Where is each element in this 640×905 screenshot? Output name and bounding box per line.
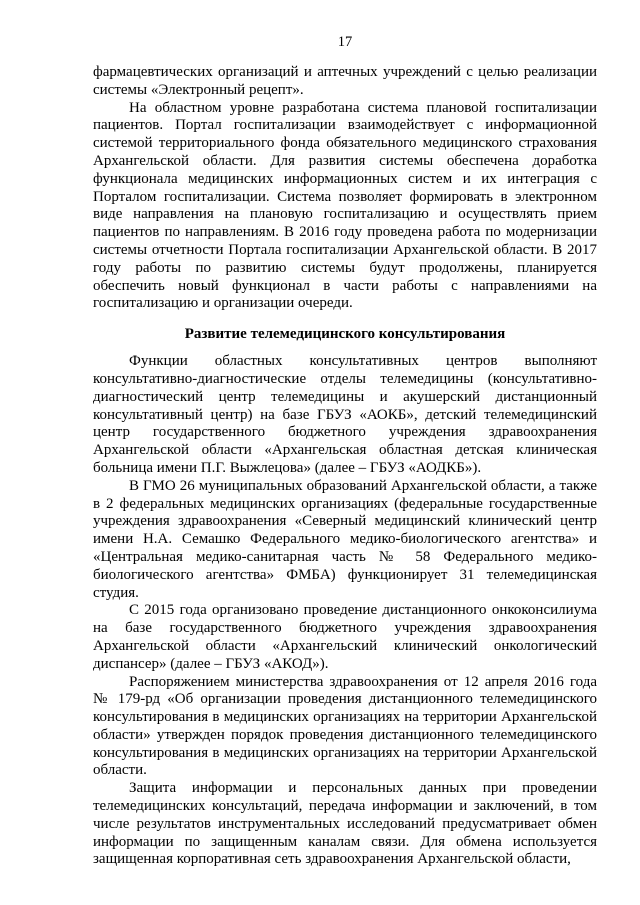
paragraph-data-protection: Защита информации и персональных данных при проведении телемедицинских консультаций, передача информации и заключений, в том числе результатов инструментальных исследований предусматривает обмен информации по защищенным каналам связи. Для обмена используется защищенная корпоративная сеть здравоохранения Архангельской области, [93, 780, 597, 868]
page-number: 17 [337, 34, 353, 50]
paragraph-oncoconsilium: С 2015 года организовано проведение дистанционного онкоконсилиума на базе государственного бюджетного учреждения здравоохранения Архангельской области «Архангельский клинический онкологический диспансер» (далее – ГБУЗ «АКОД»). [93, 602, 597, 672]
section-heading: Развитие телемедицинского консультирования [184, 326, 506, 343]
paragraph-continuation: фармацевтических организаций и аптечных учреждений с целью реализации системы «Электронный рецепт». [93, 64, 597, 98]
paragraph-telemedicine-studios: В ГМО 26 муниципальных образований Архангельской области, а также в 2 федеральных медицинских организациях (федеральные государственные учреждения здравоохранения «Северный медицинский клинический центр имени Н.А. Семашко Федерального медико-биологического агентства» и «Центральная медико-санитарная часть № 58 Федерального медико-биологического агентства» ФМБА) функционирует 31 телемедицинская студия. [93, 477, 597, 601]
paragraph-ministry-order: Распоряжением министерства здравоохранения от 12 апреля 2016 года № 179-рд «Об организации проведения дистанционного телемедицинского консультирования в медицинских организациях на территории Архангельской области» утвержден порядок проведения дистанционного телемедицинского консультирования в медицинских организациях на территории Архангельской области. [93, 673, 597, 779]
page-content [93, 64, 597, 869]
document-page [93, 0, 597, 905]
paragraph-consultative-centers: Функции областных консультативных центров выполняют консультативно-диагностические отделы телемедицины (консультативно-диагностический центр телемедицины и акушерский дистанционный консультативный центр) на базе ГБУЗ «АОКБ», детский телемедицинский центр государственного бюджетного учреждения здравоохранения Архангельской области «Архангельская областная детская клиническая больница имени П.Г. Выжлецова» (далее – ГБУЗ «АОДКБ»). [93, 353, 597, 476]
paragraph-hospitalization-portal: На областном уровне разработана система плановой госпитализации пациентов. Портал госпитализации взаимодействует с информационной системой территориального фонда обязательного медицинского страхования Архангельской области. Для развития системы обеспечена доработка функционала медицинских информационных систем и их интеграция с Порталом госпитализации. Система позволяет формировать в электронном виде направления на плановую госпитализацию и осуществлять прием пациентов по направлениям. В 2016 году проведена работа по модернизации системы отчетности Портала госпитализации Архангельской области. В 2017 году работы по развитию системы будут продолжены, планируется обеспечить новый функционал в части работы с направлениями на госпитализацию и организации очереди. [93, 99, 597, 312]
